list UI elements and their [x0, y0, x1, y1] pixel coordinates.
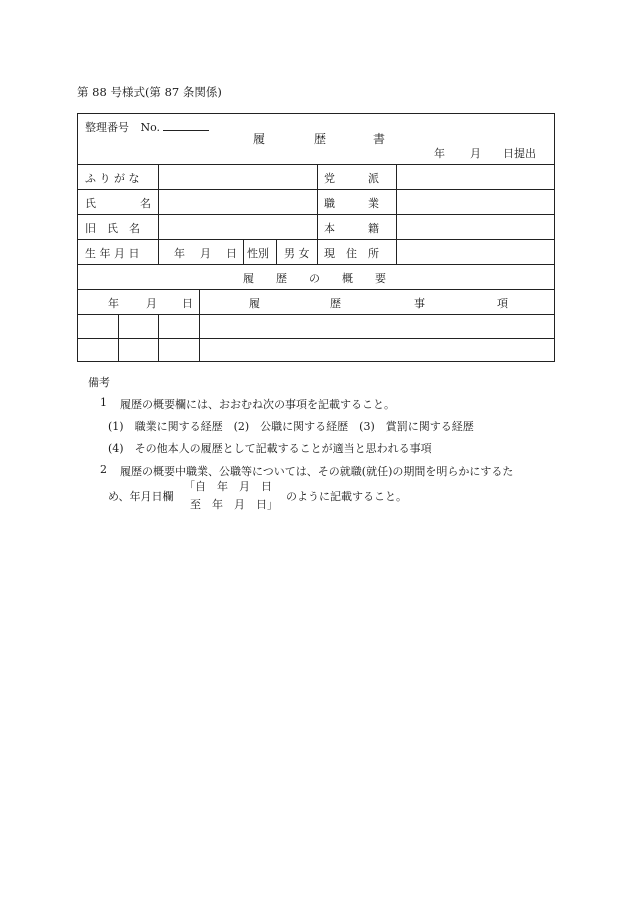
form-number-title: 第 88 号様式(第 87 条関係) — [77, 85, 222, 99]
reference-number — [85, 119, 209, 135]
reference-number-prefix: No. — [140, 121, 161, 134]
document-title-char-1: 履 — [253, 132, 266, 146]
birth-date-year: 年 — [174, 247, 185, 260]
document-title-char-3: 書 — [373, 132, 386, 146]
sex-label: 性別 — [247, 247, 269, 260]
name-field[interactable] — [160, 190, 316, 213]
history-row-2-year[interactable] — [79, 339, 117, 360]
submit-date-month: 月 — [470, 147, 481, 160]
remarks-item-1-number: 1 — [100, 396, 107, 409]
domicile-label: 本 籍 — [324, 222, 379, 235]
submit-date-year: 年 — [434, 147, 445, 160]
remarks-subitem-4: (4) その他本人の履歴として記載することが適当と思われる事項 — [108, 442, 432, 455]
submit-date-day: 日提出 — [503, 147, 536, 160]
remarks-subitems-1-3: (1) 職業に関する経歴 (2) 公職に関する経歴 (3) 賞罰に関する経歴 — [108, 420, 474, 433]
occupation-label: 職 業 — [324, 197, 379, 210]
domicile-field[interactable] — [398, 215, 552, 238]
remarks-item-2-cont-prefix: め、年月日欄 — [108, 490, 174, 503]
history-row-2-detail[interactable] — [200, 339, 553, 360]
history-col-month: 月 — [146, 297, 157, 310]
reference-number-label: 整理番号 — [85, 121, 129, 134]
furigana-field[interactable] — [160, 165, 316, 188]
name-label: 氏 名 — [85, 197, 151, 210]
history-row-2-month[interactable] — [119, 339, 157, 360]
history-col-detail-1: 履 — [249, 297, 260, 310]
remarks-item-2-text: 履歴の概要中職業、公職等については、その就職(就任)の期間を明らかにするた — [120, 465, 514, 478]
occupation-field[interactable] — [398, 190, 552, 213]
sex-options[interactable]: 男 女 — [284, 247, 310, 260]
address-label: 現 住 所 — [324, 247, 379, 260]
history-col-year: 年 — [108, 297, 119, 310]
remarks-bracket-to: 至 年 月 日」 — [190, 498, 278, 511]
party-label: 党 派 — [324, 172, 379, 185]
history-row-1-detail[interactable] — [200, 315, 553, 337]
remarks-heading: 備考 — [88, 376, 110, 389]
history-row-1-month[interactable] — [119, 315, 157, 337]
history-section-title: 履 歴 の 概 要 — [243, 272, 386, 285]
birth-date-month: 月 — [200, 247, 211, 260]
birth-date-label: 生 年 月 日 — [85, 247, 140, 260]
address-field[interactable] — [398, 240, 552, 263]
history-row-1-year[interactable] — [79, 315, 117, 337]
remarks-bracket-from: 「自 年 月 日 — [184, 480, 272, 493]
history-row-2-day[interactable] — [159, 339, 198, 360]
remarks-item-1-text: 履歴の概要欄には、おおむね次の事項を記載すること。 — [120, 398, 395, 411]
former-name-field[interactable] — [160, 215, 316, 238]
history-col-detail-3: 事 — [414, 297, 425, 310]
history-col-detail-4: 項 — [497, 297, 508, 310]
history-col-day: 日 — [182, 297, 193, 310]
history-col-detail-2: 歴 — [330, 297, 341, 310]
remarks-item-2-cont-suffix: のように記載すること。 — [286, 490, 407, 503]
history-row-1-day[interactable] — [159, 315, 198, 337]
birth-date-day: 日 — [226, 247, 237, 260]
remarks-item-2-number: 2 — [100, 463, 107, 476]
furigana-label: ふ り が な — [85, 172, 140, 185]
party-field[interactable] — [398, 165, 552, 188]
resume-form-table — [77, 113, 555, 362]
document-title-char-2: 歴 — [314, 132, 327, 146]
former-name-label: 旧 氏 名 — [85, 222, 140, 235]
reference-number-blank[interactable] — [163, 120, 209, 131]
